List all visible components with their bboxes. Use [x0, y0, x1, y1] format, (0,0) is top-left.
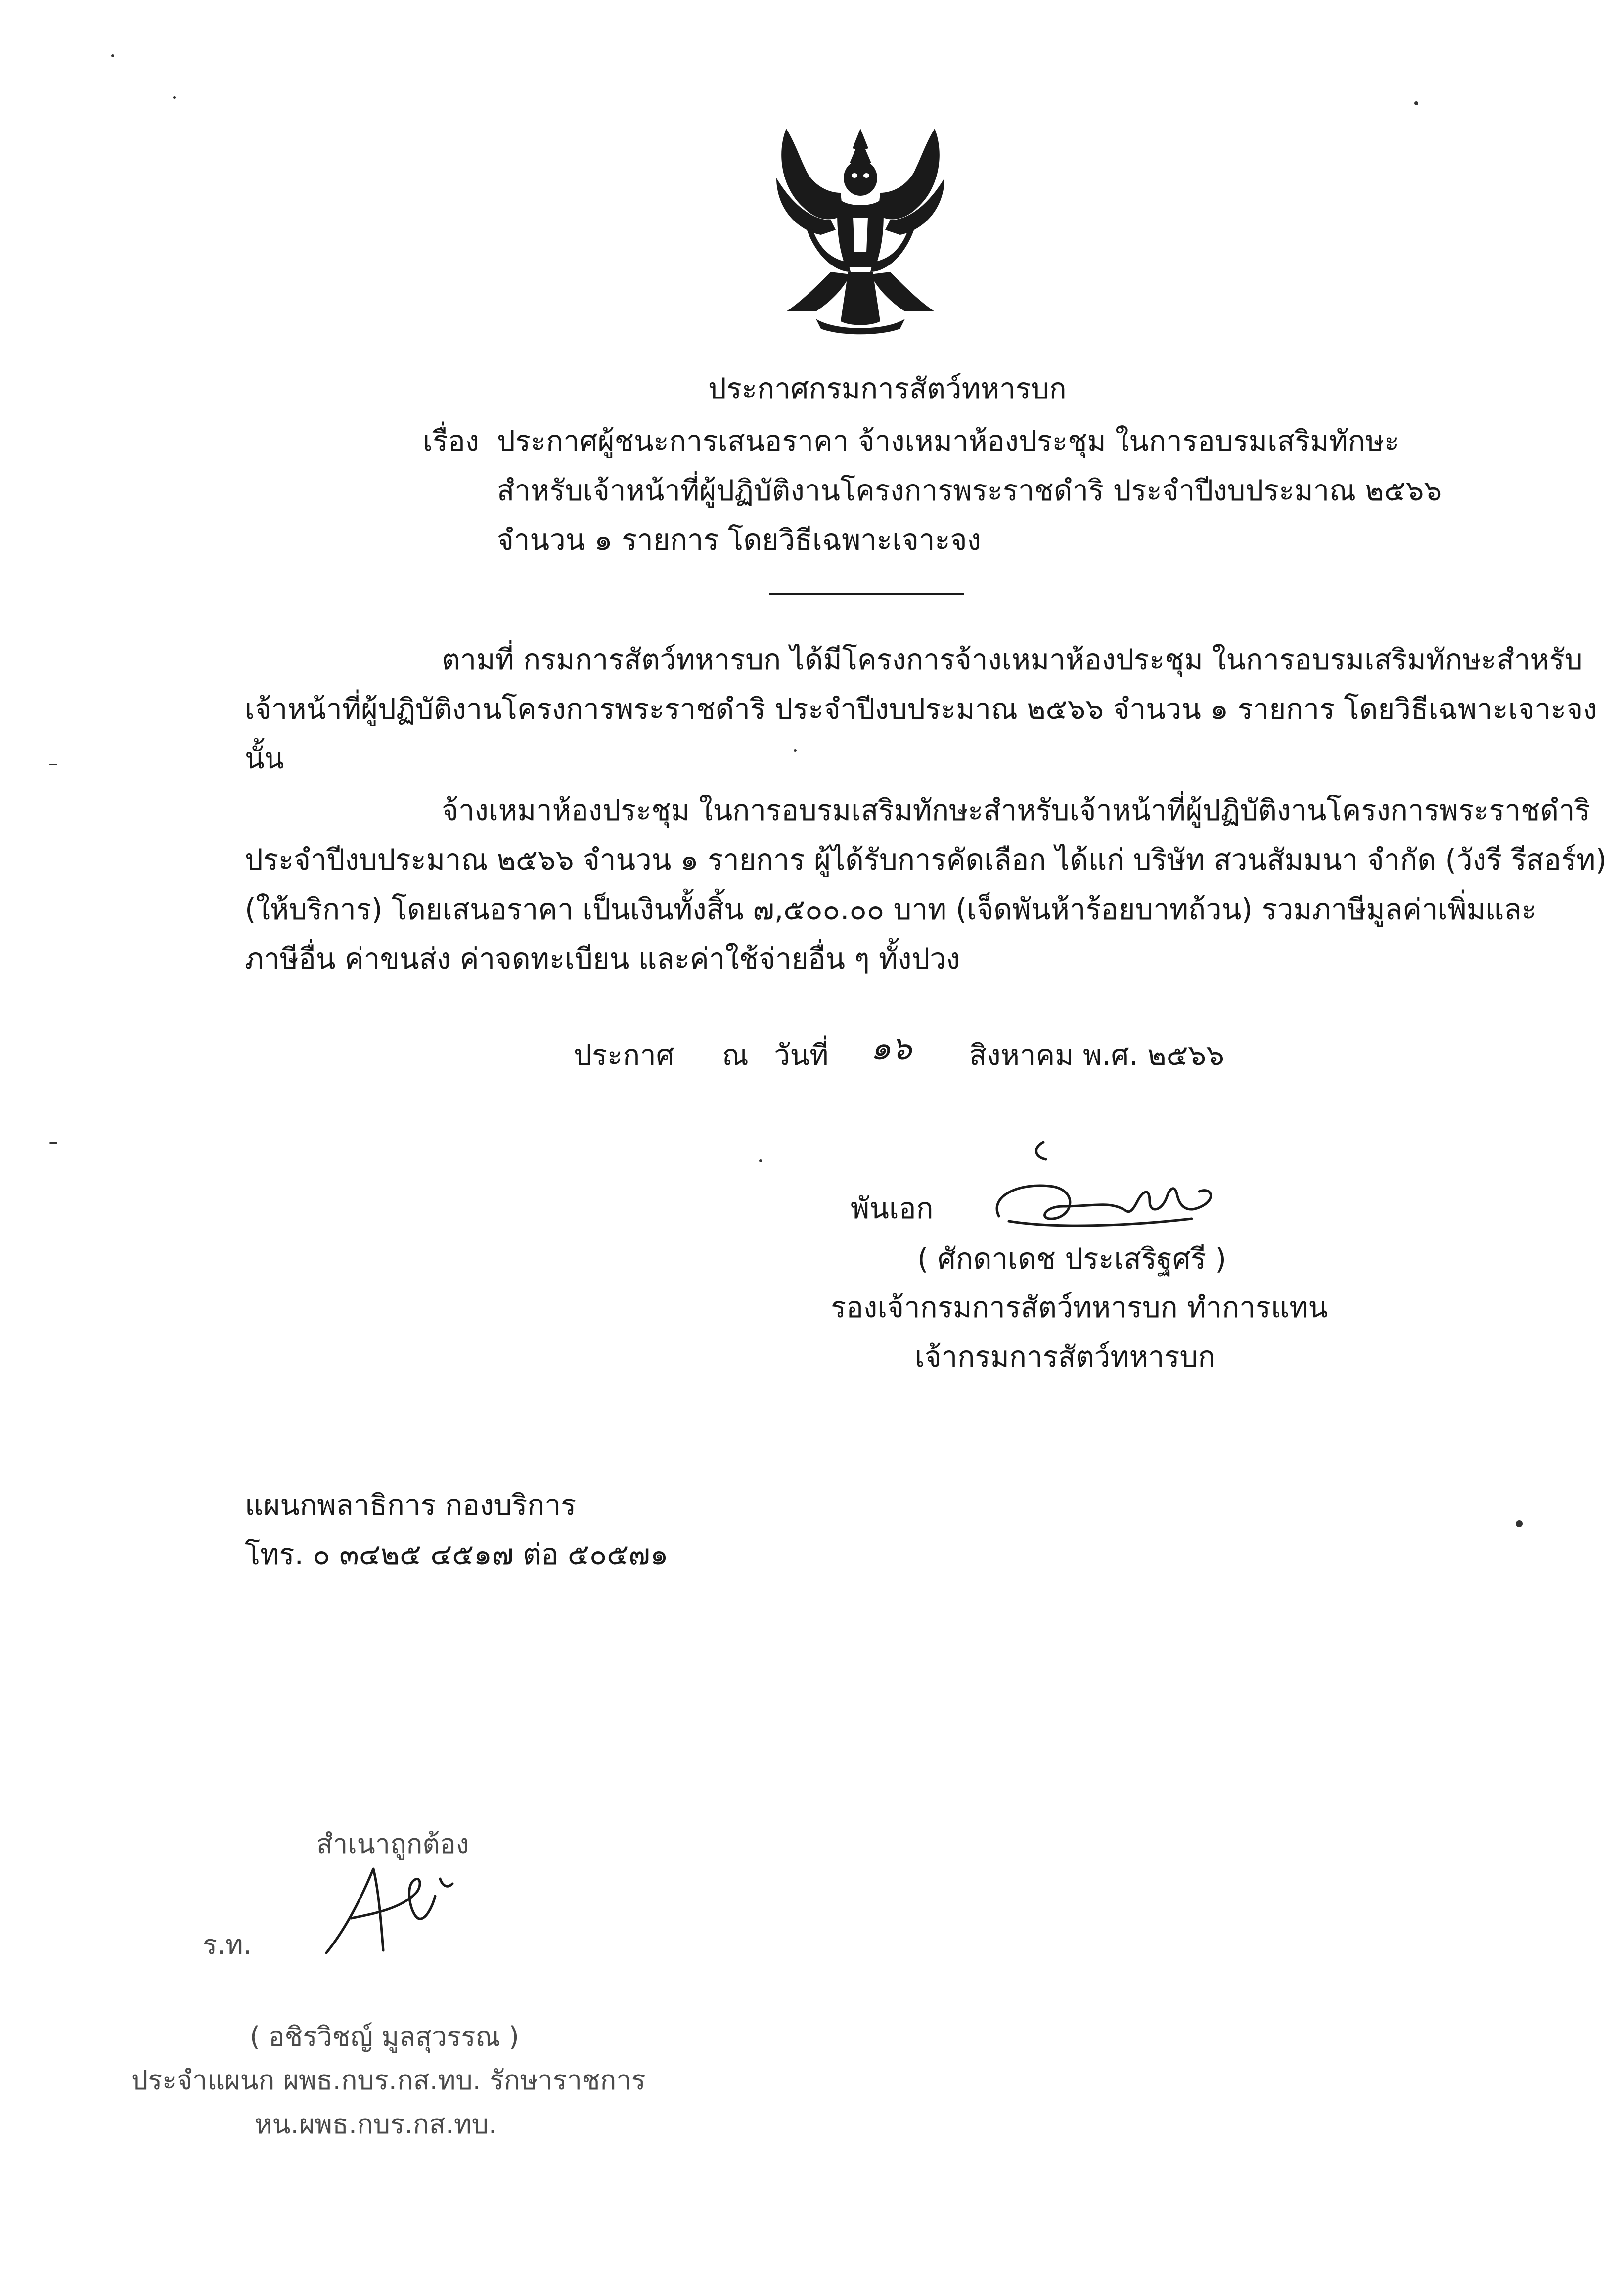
subject-line-2: สำหรับเจ้าหน้าที่ผู้ปฏิบัติงานโครงการพระราชดำริ ประจำปีงบประมาณ ๒๕๖๖ [497, 474, 1442, 507]
announcement-at: ณ [722, 1038, 749, 1072]
announcement-title: ประกาศกรมการสัตว์ทหารบก [708, 372, 1067, 405]
para2-line-2: ประจำปีงบประมาณ ๒๕๖๖ จำนวน ๑ รายการ ผู้ได้รับการคัดเลือก ได้แก่ บริษัท สวนสัมมนา จำกัด (วังรี รีสอร์ท) [245, 843, 1607, 877]
certification-rank: ร.ท. [203, 1929, 252, 1960]
scan-speck [49, 1142, 57, 1144]
certification-signature [316, 1859, 514, 1963]
certification-position-1: ประจำแผนก ผพธ.กบร.กส.ทบ. รักษาราชการ [131, 2065, 646, 2096]
subject-label: เรื่อง [423, 424, 480, 458]
scan-speck [1414, 101, 1418, 105]
announcement-day-label: วันที่ [774, 1038, 829, 1072]
heading-divider [769, 593, 964, 595]
signatory-name: ( ศักดาเดช ประเสริฐศรี ) [917, 1242, 1227, 1276]
announcement-day-handwritten: ๑๖ [870, 1029, 912, 1067]
scan-speck [1516, 1520, 1523, 1527]
subject-line-3: จำนวน ๑ รายการ โดยวิธีเฉพาะเจาะจง [497, 523, 981, 557]
certification-name: ( อชิรวิชญ์ มูลสุวรรณ ) [250, 2021, 519, 2052]
scan-speck [173, 96, 176, 99]
announcement-month-year: สิงหาคม พ.ศ. ๒๕๖๖ [969, 1038, 1225, 1072]
signatory-rank: พันเอก [851, 1192, 934, 1225]
para1-line-1: ตามที่ กรมการสัตว์ทหารบก ได้มีโครงการจ้างเหมาห้องประชุม ในการอบรมเสริมทักษะสำหรับ [442, 643, 1583, 676]
scan-speck [759, 1159, 762, 1162]
garuda-emblem [757, 124, 964, 336]
para2-line-1: จ้างเหมาห้องประชุม ในการอบรมเสริมทักษะสำหรับเจ้าหน้าที่ผู้ปฏิบัติงานโครงการพระราชดำริ [442, 794, 1590, 827]
scan-speck [49, 764, 57, 765]
para1-line-2: เจ้าหน้าที่ผู้ปฏิบัติงานโครงการพระราชดำริ ประจำปีงบประมาณ ๒๕๖๖ จำนวน ๑ รายการ โดยวิธีเฉพาะเจาะจง [245, 692, 1597, 726]
scan-speck [111, 54, 114, 57]
para2-line-4: ภาษีอื่น ค่าขนส่ง ค่าจดทะเบียน และค่าใช้จ่ายอื่น ๆ ทั้งปวง [245, 942, 960, 975]
certification-position-2: หน.ผพธ.กบร.กส.ทบ. [255, 2109, 497, 2140]
announcement-prefix: ประกาศ [574, 1038, 674, 1072]
para2-line-3: (ให้บริการ) โดยเสนอราคา เป็นเงินทั้งสิ้น ๗,๕๐๐.๐๐ บาท (เจ็ดพันห้าร้อยบาทถ้วน) รวมภาษีมูลค่าเพิ่มและ [245, 892, 1537, 926]
signatory-signature [979, 1132, 1236, 1246]
signatory-position-2: เจ้ากรมการสัตว์ทหารบก [915, 1340, 1215, 1373]
subject-line-1: ประกาศผู้ชนะการเสนอราคา จ้างเหมาห้องประชุม ในการอบรมเสริมทักษะ [497, 424, 1400, 458]
signatory-position-1: รองเจ้ากรมการสัตว์ทหารบก ทำการแทน [831, 1290, 1328, 1324]
scan-speck [794, 749, 797, 752]
contact-phone: โทร. ๐ ๓๔๒๕ ๔๕๑๗ ต่อ ๕๐๕๗๑ [245, 1538, 669, 1571]
contact-department: แผนกพลาธิการ กองบริการ [245, 1488, 577, 1522]
certification-label: สำเนาถูกต้อง [316, 1828, 469, 1859]
para1-line-3: นั้น [245, 742, 284, 775]
